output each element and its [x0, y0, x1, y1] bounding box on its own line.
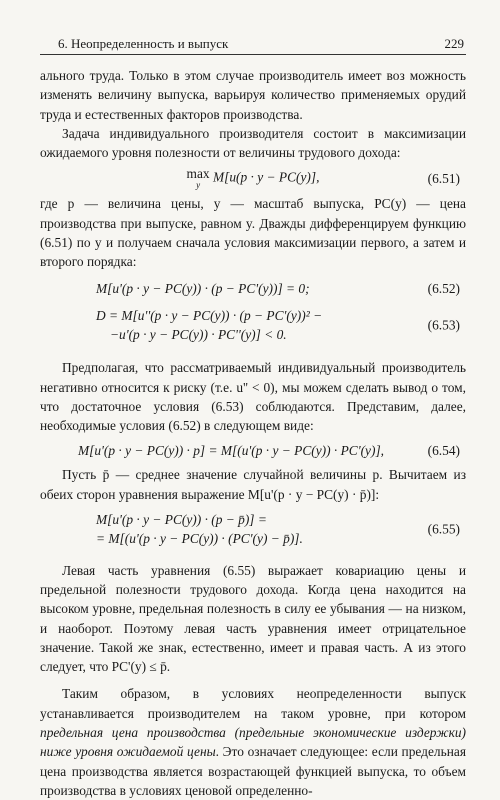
chapter-title: 6. Неопределенность и выпуск	[58, 36, 229, 51]
paragraph-3: где p — величина цены, y — масштаб выпуска, PC(y) — цена производства при выпуске, равном y. Дважды дифференцируем функцию (6.51) по y и получаем сначала условия максимизации первого, а затем и второго порядка:	[40, 196, 466, 270]
equation-6-52	[40, 278, 466, 300]
equation-6-55	[40, 510, 466, 549]
paragraph-2: Задача индивидуального производителя состоит в максимизации ожидаемого уровня полезности от величины трудового дохода:	[40, 125, 466, 161]
equation-6-52-expr: M[u'(p · y − PC(y)) · (p − PC'(y))] = 0;	[96, 281, 310, 297]
equation-6-53-line1: D = M[u''(p · y − PC(y)) · (p − PC'(y))² −	[96, 307, 323, 323]
equation-6-51	[40, 162, 466, 194]
equation-6-55-line2: = M[(u'(p · y − PC(y)) · (PC'(y) − p̄)].	[96, 531, 303, 547]
paragraph-7-end: . Это означает следующее: если предельная цена производства является возрастающей функцией выпуска, то объем производства в условиях ценовой определенно-	[40, 744, 466, 798]
equation-number-6-51: (6.51)	[427, 170, 460, 186]
equation-6-53	[40, 306, 466, 345]
paragraph-7-emphasis: предельная цена производства (предельные экономические издержки) ниже уровня ожидаемой цены	[40, 725, 466, 760]
paragraph-7-start: Таким образом, в условиях неопределенности выпуск устанавливается производителем на таком уровне, при котором	[40, 686, 466, 721]
paragraph-5: Пусть p̄ — среднее значение случайной величины p. Вычитаем из обеих сторон уравнения выражение M[u'(p · y − PC(y) · p̄)]:	[40, 467, 466, 502]
equation-6-54-expr: M[u'(p · y − PC(y)) · p] = M[(u'(p · y − PC(y)) · PC'(y)],	[77, 442, 385, 458]
equation-6-51-expr: M[u(p · y − PC(y)],	[212, 169, 320, 185]
equation-number-6-52: (6.52)	[427, 281, 460, 297]
equation-number-6-53: (6.53)	[427, 317, 460, 333]
equation-6-53-line2: −u'(p · y − PC(y)) · PC''(y)] < 0.	[110, 326, 287, 342]
equation-number-6-55: (6.55)	[427, 521, 460, 537]
page-number: 229	[444, 36, 464, 51]
paragraph-1: ального труда. Только в этом случае производитель имеет воз можность изменять величину выпуска, варьируя количество применяемых орудий труда и естественных факторов производства.	[40, 68, 466, 122]
equation-6-55-line1: M[u'(p · y − PC(y)) · (p − p̄)] =	[96, 512, 267, 528]
equation-number-6-54: (6.54)	[427, 442, 460, 458]
running-header	[40, 30, 466, 55]
paragraph-6: Левая часть уравнения (6.55) выражает ковариацию цены и предельной полезности трудового дохода. Когда цена находится на высоком уровне, предельная полезность в силу ее убывания — на низком, и наоборот. Поэтому левая часть уравнения имеет отрицательное значение. Такой же знак, естественно, имеет и правая часть. А из этого следует, что PC'(y) ≤ p̄.	[40, 562, 466, 675]
equation-6-54	[40, 435, 466, 465]
page-body	[40, 66, 466, 800]
paragraph-7	[40, 684, 466, 800]
paragraph-4: Предполагая, что рассматриваемый индивидуальный производитель негативно относится к риску (т.е. u'' < 0), мы можем сделать вывод о том, что достаточное условия (6.53) соблюдаются. Представим, далее, необходимые условия (6.52) в следующем виде:	[40, 360, 466, 434]
max-operator: max y	[186, 166, 210, 190]
